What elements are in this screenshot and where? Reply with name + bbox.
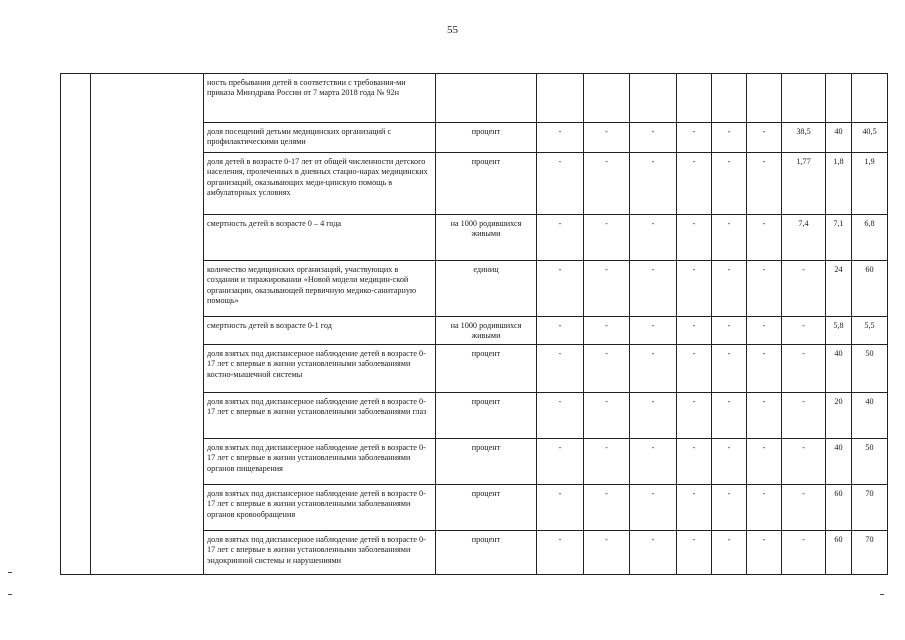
unit-cell: процент <box>436 153 537 215</box>
value-cell: - <box>537 485 584 531</box>
unit-cell: процент <box>436 439 537 485</box>
unit-cell <box>436 74 537 123</box>
value-cell: - <box>677 261 712 317</box>
unit-cell: процент <box>436 531 537 575</box>
value-cell: - <box>537 531 584 575</box>
margin-mark <box>8 594 12 595</box>
value-cell: - <box>537 317 584 345</box>
value-cell: - <box>630 439 677 485</box>
value-cell: - <box>677 393 712 439</box>
value-cell: 5,5 <box>852 317 888 345</box>
value-cell: - <box>677 345 712 393</box>
value-cell: 60 <box>852 261 888 317</box>
unit-cell: процент <box>436 485 537 531</box>
value-cell <box>630 74 677 123</box>
value-cell: - <box>584 345 630 393</box>
indicator-name: доля посещений детьми медицинских организаций с профилактическими целями <box>204 123 436 153</box>
value-cell: - <box>712 531 747 575</box>
value-cell <box>747 74 782 123</box>
value-cell: - <box>584 531 630 575</box>
value-cell: 60 <box>826 485 852 531</box>
indicator-name: ность пребывания детей в соответствии с требования-ми приказа Минздрава России от 7 марта 2018 года № 92н <box>204 74 436 123</box>
value-cell: - <box>584 123 630 153</box>
value-cell: - <box>537 439 584 485</box>
value-cell: - <box>782 345 826 393</box>
value-cell: - <box>782 261 826 317</box>
unit-cell: единиц <box>436 261 537 317</box>
value-cell: - <box>584 261 630 317</box>
value-cell: - <box>747 123 782 153</box>
unit-cell: процент <box>436 123 537 153</box>
value-cell: - <box>782 393 826 439</box>
value-cell <box>852 74 888 123</box>
indicator-name: смертность детей в возрасте 0 – 4 года <box>204 215 436 261</box>
value-cell: - <box>677 153 712 215</box>
value-cell: - <box>537 153 584 215</box>
unit-cell: процент <box>436 393 537 439</box>
value-cell: - <box>747 531 782 575</box>
indicator-name: доля взятых под диспансерное наблюдение детей в возрасте 0-17 лет с впервые в жизни установленными заболеваниями эндокринной системы и нарушениями <box>204 531 436 575</box>
indicators-table <box>60 73 888 575</box>
value-cell: - <box>747 345 782 393</box>
value-cell: 40,5 <box>852 123 888 153</box>
value-cell: - <box>630 153 677 215</box>
indicator-name: доля взятых под диспансерное наблюдение детей в возрасте 0-17 лет с впервые в жизни установленными заболеваниями глаз <box>204 393 436 439</box>
value-cell: - <box>782 439 826 485</box>
value-cell: - <box>630 123 677 153</box>
value-cell: - <box>747 215 782 261</box>
value-cell: - <box>677 531 712 575</box>
value-cell: - <box>747 317 782 345</box>
table-body <box>61 74 888 575</box>
margin-mark <box>880 594 884 595</box>
value-cell: 24 <box>826 261 852 317</box>
value-cell: - <box>747 393 782 439</box>
margin-mark <box>8 572 12 573</box>
value-cell: - <box>712 261 747 317</box>
value-cell: - <box>537 261 584 317</box>
value-cell: - <box>537 393 584 439</box>
value-cell: 20 <box>826 393 852 439</box>
value-cell: 1,8 <box>826 153 852 215</box>
value-cell: - <box>677 317 712 345</box>
value-cell: 1,77 <box>782 153 826 215</box>
value-cell: - <box>630 531 677 575</box>
value-cell: - <box>782 317 826 345</box>
value-cell: - <box>747 261 782 317</box>
value-cell: - <box>677 123 712 153</box>
indicator-name: доля взятых под диспансерное наблюдение детей в возрасте 0-17 лет с впервые в жизни установленными заболеваниями органов кровообращения <box>204 485 436 531</box>
value-cell: - <box>584 317 630 345</box>
value-cell: - <box>782 531 826 575</box>
value-cell: - <box>747 439 782 485</box>
value-cell: - <box>712 439 747 485</box>
value-cell: 1,9 <box>852 153 888 215</box>
project-name-cell <box>91 74 204 575</box>
value-cell: 70 <box>852 531 888 575</box>
indicator-name: доля детей в возрасте 0-17 лет от общей численности детского населения, пролеченных в дневных стацио-нарах медицинских организаций, оказывающих меди-цинскую помощь в амбулаторных условиях <box>204 153 436 215</box>
value-cell: 7,1 <box>826 215 852 261</box>
value-cell: - <box>630 485 677 531</box>
value-cell: - <box>537 123 584 153</box>
value-cell <box>677 74 712 123</box>
value-cell: - <box>584 393 630 439</box>
value-cell: - <box>712 345 747 393</box>
value-cell <box>712 74 747 123</box>
unit-cell: на 1000 родившихся живыми <box>436 215 537 261</box>
value-cell <box>826 74 852 123</box>
indicator-name: доля взятых под диспансерное наблюдение детей в возрасте 0-17 лет с впервые в жизни установленными заболеваниями костно-мышечной системы <box>204 345 436 393</box>
value-cell: 5,8 <box>826 317 852 345</box>
value-cell: 40 <box>826 439 852 485</box>
unit-cell: на 1000 родившихся живыми <box>436 317 537 345</box>
value-cell: - <box>537 345 584 393</box>
value-cell: - <box>712 153 747 215</box>
value-cell: - <box>630 317 677 345</box>
value-cell: 40 <box>826 123 852 153</box>
unit-cell: процент <box>436 345 537 393</box>
value-cell <box>537 74 584 123</box>
indicator-name: количество медицинских организаций, участвующих в создании и тиражировании «Новой модели медицин-ской организации, оказывающей первичную медико-санитарную помощь» <box>204 261 436 317</box>
value-cell: - <box>677 215 712 261</box>
value-cell: - <box>712 123 747 153</box>
value-cell: - <box>630 215 677 261</box>
indicator-name: доля взятых под диспансерное наблюдение детей в возрасте 0-17 лет с впервые в жизни установленными заболеваниями органов пищеварения <box>204 439 436 485</box>
value-cell: 50 <box>852 345 888 393</box>
value-cell: - <box>584 485 630 531</box>
value-cell: - <box>630 345 677 393</box>
page-number: 55 <box>447 24 458 36</box>
value-cell: - <box>677 439 712 485</box>
value-cell: - <box>537 215 584 261</box>
value-cell: 6,8 <box>852 215 888 261</box>
value-cell: - <box>584 153 630 215</box>
value-cell <box>782 74 826 123</box>
value-cell: 38,5 <box>782 123 826 153</box>
value-cell: 40 <box>852 393 888 439</box>
value-cell: 70 <box>852 485 888 531</box>
value-cell: - <box>747 153 782 215</box>
value-cell: - <box>712 485 747 531</box>
value-cell: 40 <box>826 345 852 393</box>
value-cell: - <box>712 393 747 439</box>
value-cell: - <box>747 485 782 531</box>
value-cell: - <box>584 215 630 261</box>
value-cell <box>584 74 630 123</box>
section-number-cell <box>61 74 91 575</box>
value-cell: 7,4 <box>782 215 826 261</box>
indicator-name: смертность детей в возрасте 0-1 год <box>204 317 436 345</box>
value-cell: - <box>712 215 747 261</box>
value-cell: - <box>782 485 826 531</box>
value-cell: - <box>630 261 677 317</box>
value-cell: 50 <box>852 439 888 485</box>
value-cell: - <box>630 393 677 439</box>
table-row <box>61 74 888 123</box>
value-cell: - <box>677 485 712 531</box>
value-cell: 60 <box>826 531 852 575</box>
value-cell: - <box>584 439 630 485</box>
value-cell: - <box>712 317 747 345</box>
